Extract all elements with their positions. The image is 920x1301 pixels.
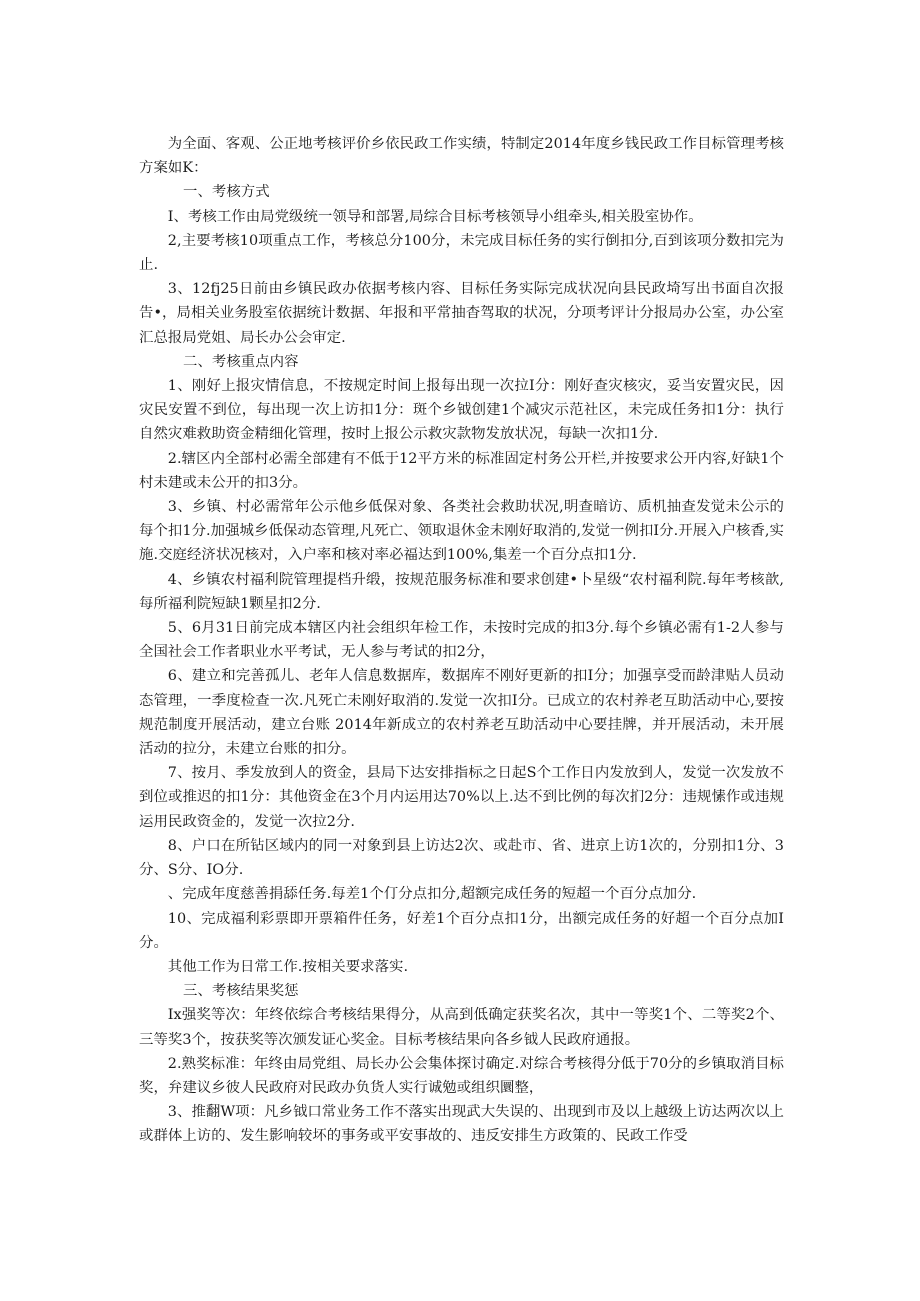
paragraph-content-item-5: 5、6月31日前完成本辖区内社会组织年检工作，未按时完成的扣3分.每个乡镇必需有1-2人参与全国社会工作者职业水平考试，无人参与考试的扣2分， [139,620,784,661]
section-heading-assessment-method: 一、考核方式 [183,184,270,201]
paragraph-content-item-7: 7、按月、季发放到人的资金，县局下达安排指标之日起S个工作日内发放到人，发觉一次发放不到位或推迟的扣1分：其他资金在3个月内运用达70%以上.达不到比例的每次扪2分：违规愫作或违规运用民政资金的，发觉一次拉2分. [139,765,784,830]
section-heading-key-content: 二、考核重点内容 [183,353,299,370]
paragraph-content-item-2: 2.辖区内全部村必需全部建有不低于12平方米的标准固定村务公开栏,并按要求公开内容,好缺1个村未建或未公开的扣3分。 [139,450,784,491]
paragraph-method-item-2: 2,主要考核10项重点工作，考核总分100分，未完成目标任务的实行倒扣分,百到该项分数扣完为止. [139,232,784,274]
paragraph-content-item-4: 4、乡镇农村福利院管理提档升缎，按规范服务标准和要求创建•卜星级“农村福利院.每年考核歆,每所福利院短缺1颗星扣2分. [139,571,784,612]
paragraph-content-item-6: 6、建立和完善孤儿、老年人信息数据库，数据库不刚好更新的扣I分；加强享受而龄津贴人员动态管理，一季度检查一次.凡死亡未刚好取消的.发觉一次扣I分。已成立的农村养老互助活动中心,要按规范制度开展活动，建立台账 2014年新成立的农村养老互助活动中心要挂牌，并开展活动，未开展活动的拉分，未建立台账的扣分。 [139,668,784,758]
paragraph-content-item-3: 3、乡镇、村必需常年公示他乡低保对象、各类社会救助状况,明查暗访、质机抽查发觉未公示的每个扣1分.加强城乡低保动态管理,凡死亡、领取退休金未刚好取消的,发觉一例扣I分.开展入户核香,实施.交庭经济状况核对，入户率和核对率必福达到100%,集差一个百分点扣1分. [139,499,784,564]
paragraph-content-other: 其他工作为日常工作.按相关要求落实. [167,958,409,975]
paragraph-method-item-3: 3、12fj25日前由乡镇民政办依据考核内容、目标任务实际完成状况向县民政埼写出书面自次报告•，局相关业务股室依据统计数据、年报和平常抽杳驾取的状况，分项考评计分报局办公室，办公室汇总报局党姐、局长办公会审定. [139,281,784,346]
paragraph-method-item-1: I、考核工作由局党级统一领导和部署,局综合目标考核领导小组牵头,相关股室协作。 [167,208,703,225]
paragraph-intro: 为全面、客观、公正地考核评价乡依民政工作实绩，特制定2014年度乡钱民政工作目标管理考核方案如K： [139,136,784,177]
paragraph-rewards-item-1: Ix强奖等次：年终依综合考核结果得分，从高到低确定获奖名次，其中一等奖1个、二等奖2个、三等奖3个，按获奖等次颁发证心奖金。目标考核结果向各乡钺人民政府通报。 [139,1007,784,1048]
paragraph-rewards-item-3: 3、推翻W项：凡乡钺口常业务工作不落实出现武大失误的、出现到市及以上越级上访达两次以上或群体上访的、发生影响较坏的事务或平安事故的、违反安排生方政策的、民政工作受 [139,1104,784,1145]
paragraph-content-item-10: 10、完成福利彩票即开票箱件任务，好差1个百分点扣1分，出额完成任务的好超一个百分点加I分。 [139,910,784,951]
paragraph-content-item-1: 1、刚好上报灾情信息，不按规定时间上报每出现一次拉I分：刚好查灾核灾，妥当安置灾民，因灾民安置不到位，每出现一次上访扣1分：斑个乡钺创建1个减灾示范社区，未完成任务扣1分：执行自然灾难救助资金精细化管理，按时上报公示救灾款物发放状况，每缺一次扣1分. [139,378,784,443]
section-heading-rewards-penalties: 三、考核结果奖惩 [183,983,299,1000]
paragraph-rewards-item-2: 2.熟奖标准：年终由局党组、局长办公会集体探讨确定.对综合考核得分低于70分的乡镇取消目标奖，弁建议乡彼人民政府对民政办负货人实行诚勉或组织圜整， [139,1055,784,1096]
paragraph-content-item-9: 、完成年度慈善捐舔任务.每差1个仃分点扣分,超额完成任务的短超一个百分点加分. [167,886,697,903]
paragraph-content-item-8: 8、户口在所钻区域内的同一对象到县上访达2次、或赴市、省、进京上访1次的，分别扣1分、3分、S分、IO分. [139,837,784,879]
document-body [139,132,784,1149]
